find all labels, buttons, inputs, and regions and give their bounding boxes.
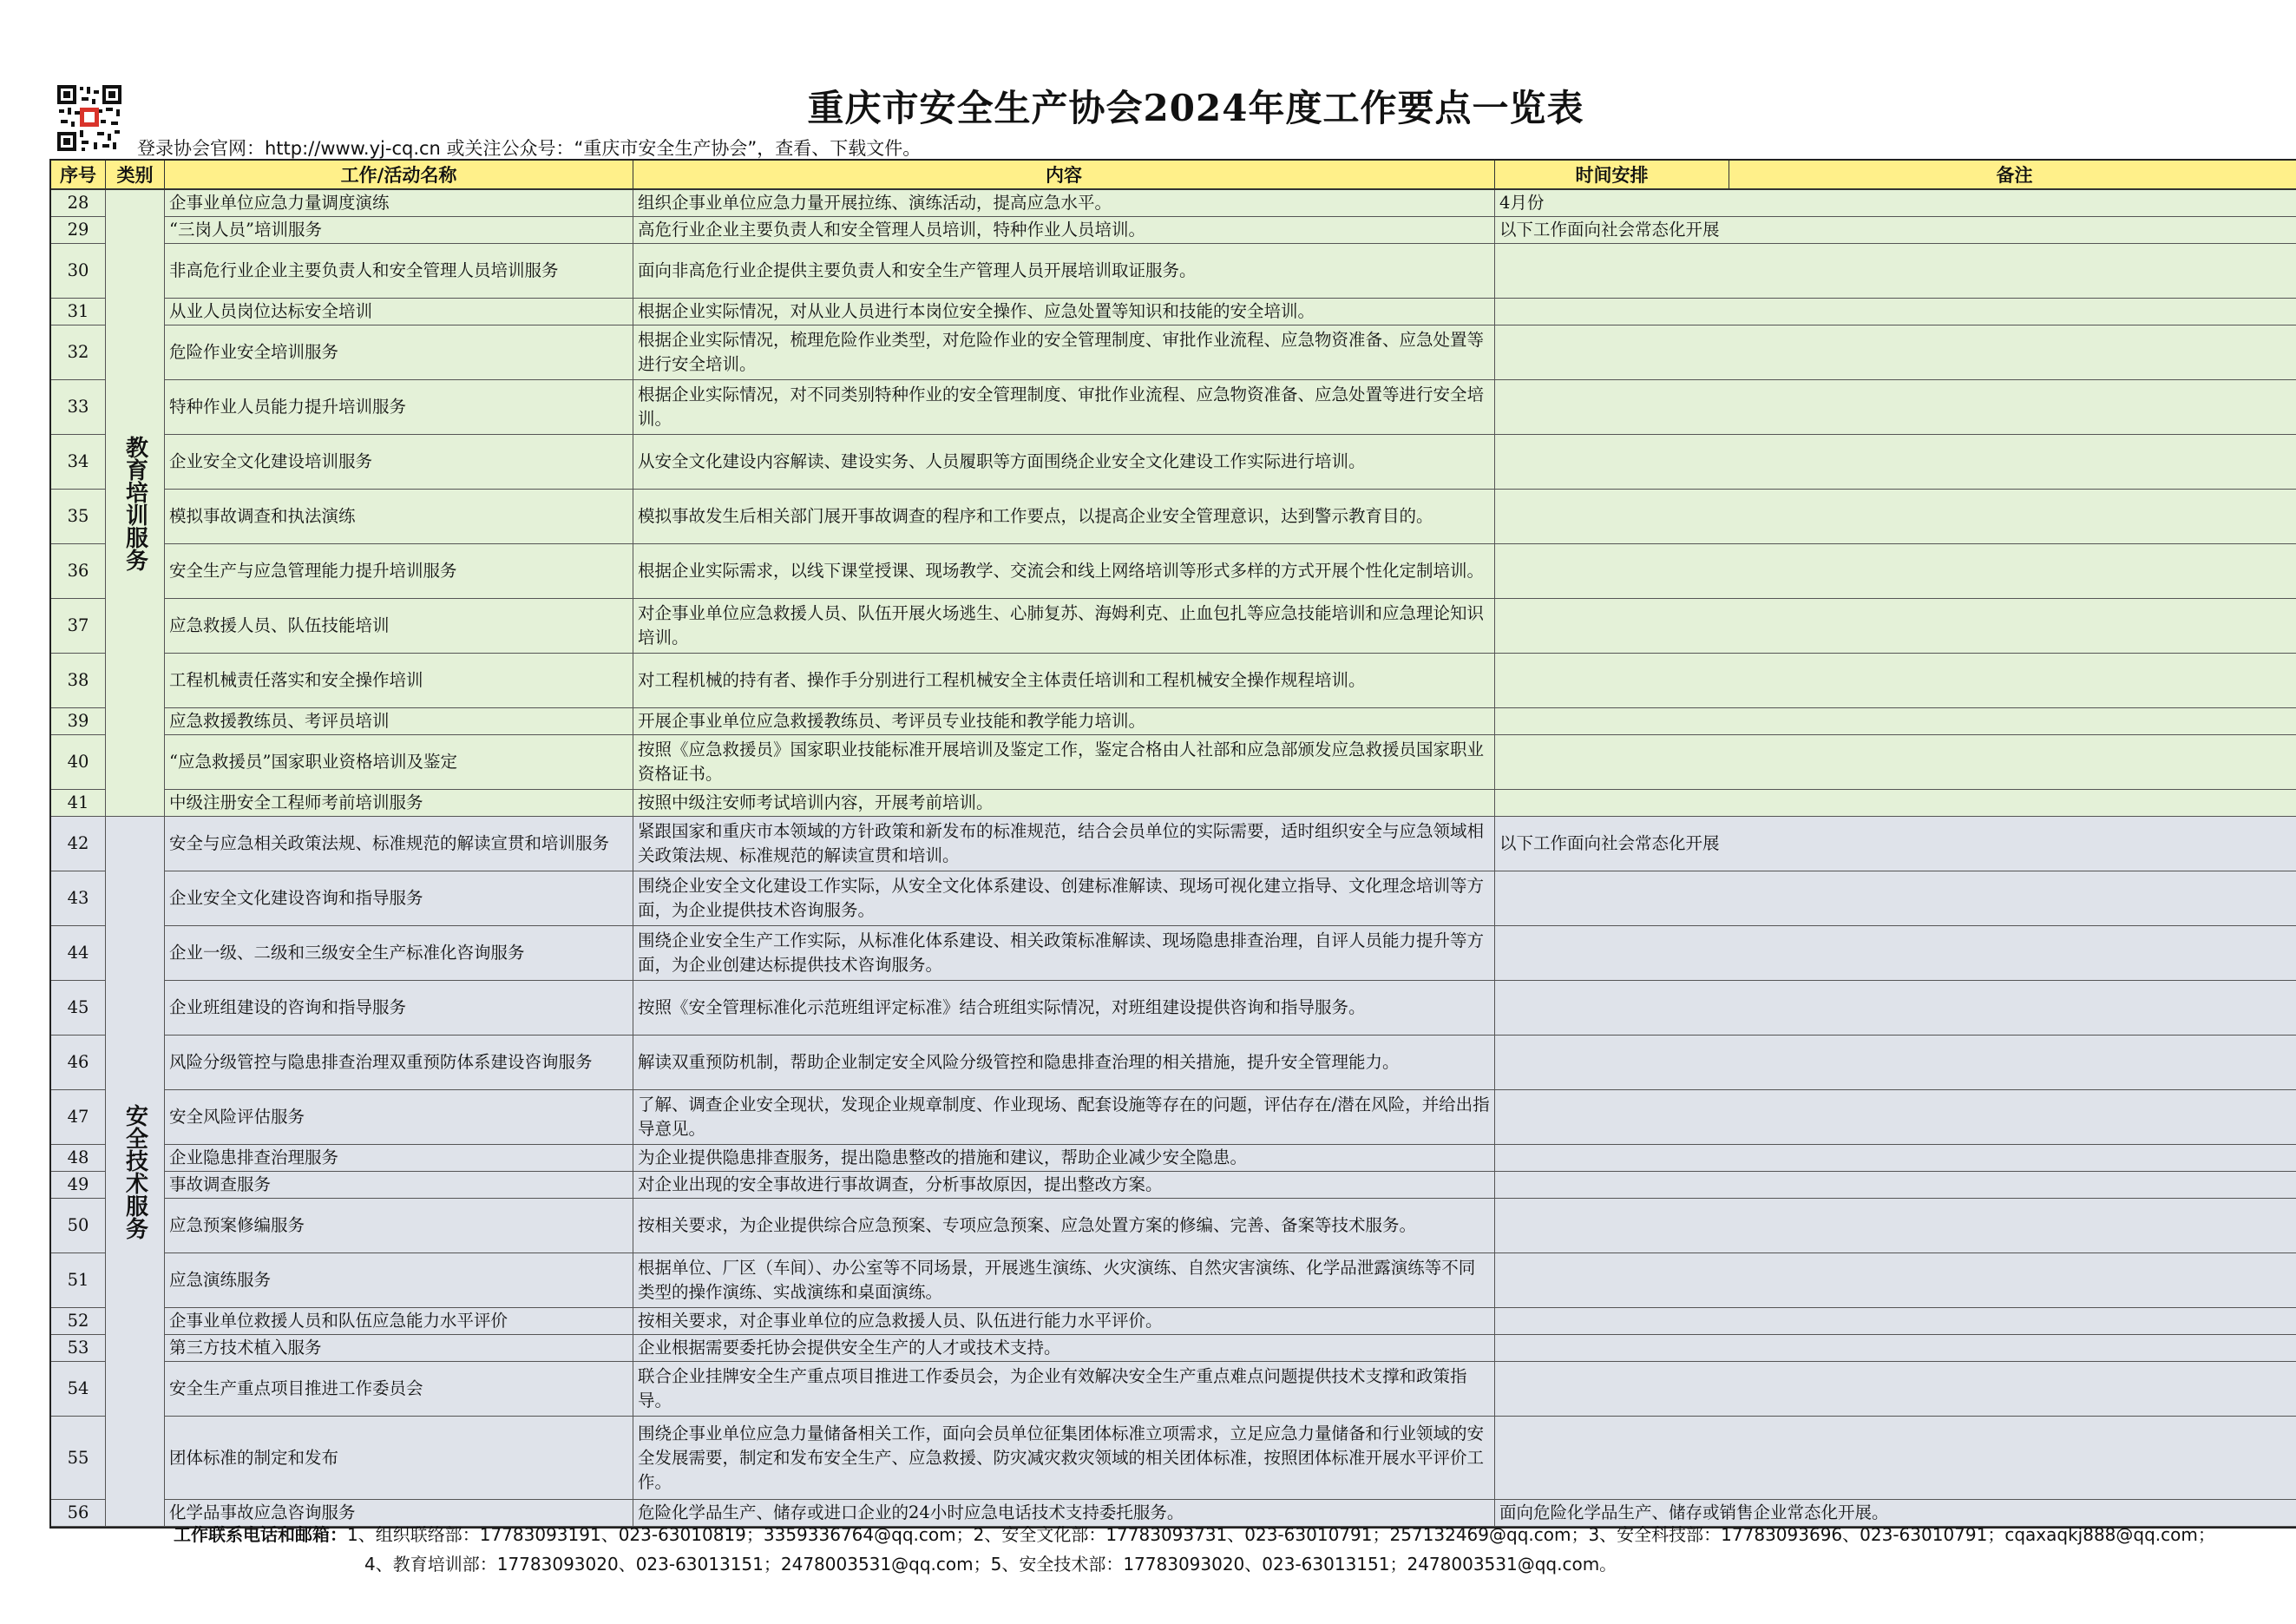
item-content: 对企业出现的安全事故进行事故调查，分析事故原因，提出整改方案。 — [633, 1172, 1495, 1199]
item-schedule — [1495, 871, 2296, 926]
contact-line-2: 4、教育培训部：17783093020、023-63013151；2478003531@qq.com；5、安全技术部：17783093020、023-63013151；2478003531@qq.com。 — [364, 1554, 1617, 1575]
item-content: 高危行业企业主要负责人和安全管理人员培训，特种作业人员培训。 — [633, 217, 1495, 244]
item-schedule — [1495, 1335, 2296, 1362]
item-schedule — [1495, 299, 2296, 325]
item-schedule — [1495, 599, 2296, 654]
row-number: 30 — [51, 244, 106, 299]
item-content: 联合企业挂牌安全生产重点项目推进工作委员会，为企业有效解决安全生产重点难点问题提供技术支撑和政策指导。 — [633, 1362, 1495, 1417]
item-name: 企业安全文化建设培训服务 — [165, 435, 633, 490]
header-name: 工作/活动名称 — [165, 161, 633, 190]
item-content: 从安全文化建设内容解读、建设实务、人员履职等方面围绕企业安全文化建设工作实际进行培训。 — [633, 435, 1495, 490]
item-schedule — [1495, 544, 2296, 599]
row-number: 56 — [51, 1500, 106, 1527]
item-name: 安全与应急相关政策法规、标准规范的解读宣贯和培训服务 — [165, 817, 633, 871]
item-content: 根据企业实际情况，对从业人员进行本岗位安全操作、应急处置等知识和技能的安全培训。 — [633, 299, 1495, 325]
item-schedule — [1495, 1145, 2296, 1172]
item-content: 按相关要求，为企业提供综合应急预案、专项应急预案、应急处置方案的修编、完善、备案等技术服务。 — [633, 1199, 1495, 1253]
row-number: 29 — [51, 217, 106, 244]
item-name: 事故调查服务 — [165, 1172, 633, 1199]
item-content: 解读双重预防机制，帮助企业制定安全风险分级管控和隐患排查治理的相关措施，提升安全管理能力。 — [633, 1036, 1495, 1090]
item-name: “应急救援员”国家职业资格培训及鉴定 — [165, 735, 633, 790]
item-name: 企业安全文化建设咨询和指导服务 — [165, 871, 633, 926]
contact-label: 工作联系电话和邮箱： — [174, 1524, 347, 1545]
item-schedule — [1495, 981, 2296, 1036]
row-number: 45 — [51, 981, 106, 1036]
row-number: 36 — [51, 544, 106, 599]
item-content: 围绕企业安全文化建设工作实际，从安全文化体系建设、创建标准解读、现场可视化建立指导、文化理念培训等方面，为企业提供技术咨询服务。 — [633, 871, 1495, 926]
item-schedule — [1495, 1253, 2296, 1308]
item-schedule — [1495, 325, 2296, 380]
item-schedule: 4月份 — [1495, 190, 2296, 217]
item-name: 企事业单位救援人员和队伍应急能力水平评价 — [165, 1308, 633, 1335]
row-number: 53 — [51, 1335, 106, 1362]
item-name: 工程机械责任落实和安全操作培训 — [165, 654, 633, 708]
item-schedule — [1495, 380, 2296, 435]
item-content: 危险化学品生产、储存或进口企业的24小时应急电话技术支持委托服务。 — [633, 1500, 1495, 1527]
item-name: 企业一级、二级和三级安全生产标准化咨询服务 — [165, 926, 633, 981]
item-content: 按相关要求，对企事业单位的应急救援人员、队伍进行能力水平评价。 — [633, 1308, 1495, 1335]
item-name: 模拟事故调查和执法演练 — [165, 490, 633, 544]
header-content: 内容 — [633, 161, 1495, 190]
item-name: 非高危行业企业主要负责人和安全管理人员培训服务 — [165, 244, 633, 299]
item-content: 根据企业实际情况，梳理危险作业类型，对危险作业的安全管理制度、审批作业流程、应急物资准备、应急处置等进行安全培训。 — [633, 325, 1495, 380]
item-content: 紧跟国家和重庆市本领域的方针政策和新发布的标准规范，结合会员单位的实际需要，适时组织安全与应急领域相关政策法规、标准规范的解读宣贯和培训。 — [633, 817, 1495, 871]
row-number: 34 — [51, 435, 106, 490]
item-name: 应急救援教练员、考评员培训 — [165, 708, 633, 735]
item-schedule — [1495, 1172, 2296, 1199]
item-schedule — [1495, 1362, 2296, 1417]
item-content: 按照《应急救援员》国家职业技能标准开展培训及鉴定工作，鉴定合格由人社部和应急部颁发应急救援员国家职业资格证书。 — [633, 735, 1495, 790]
item-schedule: 以下工作面向社会常态化开展 — [1495, 217, 2296, 244]
item-content: 模拟事故发生后相关部门展开事故调查的程序和工作要点，以提高企业安全管理意识，达到警示教育目的。 — [633, 490, 1495, 544]
item-schedule — [1495, 708, 2296, 735]
row-number: 42 — [51, 817, 106, 871]
row-number: 40 — [51, 735, 106, 790]
item-name: 企业隐患排查治理服务 — [165, 1145, 633, 1172]
row-number: 47 — [51, 1090, 106, 1145]
category-safety-technology: 安全技术服务 — [106, 817, 165, 1527]
item-name: 中级注册安全工程师考前培训服务 — [165, 790, 633, 817]
item-name: 安全生产重点项目推进工作委员会 — [165, 1362, 633, 1417]
item-name: 企业班组建设的咨询和指导服务 — [165, 981, 633, 1036]
row-number: 37 — [51, 599, 106, 654]
item-content: 按照《安全管理标准化示范班组评定标准》结合班组实际情况，对班组建设提供咨询和指导服务。 — [633, 981, 1495, 1036]
row-number: 54 — [51, 1362, 106, 1417]
row-number: 55 — [51, 1417, 106, 1500]
item-content: 了解、调查企业安全现状，发现企业规章制度、作业现场、配套设施等存在的问题，评估存在/潜在风险，并给出指导意见。 — [633, 1090, 1495, 1145]
item-schedule — [1495, 1090, 2296, 1145]
header-note: 备注 — [1729, 161, 2296, 190]
row-number: 31 — [51, 299, 106, 325]
item-name: 团体标准的制定和发布 — [165, 1417, 633, 1500]
item-name: 安全生产与应急管理能力提升培训服务 — [165, 544, 633, 599]
row-number: 35 — [51, 490, 106, 544]
item-content: 根据单位、厂区（车间）、办公室等不同场景，开展逃生演练、火灾演练、自然灾害演练、化学品泄露演练等不同类型的操作演练、实战演练和桌面演练。 — [633, 1253, 1495, 1308]
row-number: 48 — [51, 1145, 106, 1172]
row-number: 38 — [51, 654, 106, 708]
item-content: 根据企业实际需求，以线下课堂授课、现场教学、交流会和线上网络培训等形式多样的方式开展个性化定制培训。 — [633, 544, 1495, 599]
item-name: 危险作业安全培训服务 — [165, 325, 633, 380]
item-schedule — [1495, 790, 2296, 817]
item-name: 安全风险评估服务 — [165, 1090, 633, 1145]
item-content: 围绕企业安全生产工作实际，从标准化体系建设、相关政策标准解读、现场隐患排查治理，自评人员能力提升等方面，为企业创建达标提供技术咨询服务。 — [633, 926, 1495, 981]
category-education-training: 教育培训服务 — [106, 190, 165, 817]
item-schedule: 面向危险化学品生产、储存或销售企业常态化开展。 — [1495, 1500, 2296, 1527]
item-content: 为企业提供隐患排查服务，提出隐患整改的措施和建议，帮助企业减少安全隐患。 — [633, 1145, 1495, 1172]
row-number: 49 — [51, 1172, 106, 1199]
item-schedule — [1495, 654, 2296, 708]
item-content: 对工程机械的持有者、操作手分别进行工程机械安全主体责任培训和工程机械安全操作规程培训。 — [633, 654, 1495, 708]
item-name: 应急预案修编服务 — [165, 1199, 633, 1253]
item-name: 特种作业人员能力提升培训服务 — [165, 380, 633, 435]
row-number: 44 — [51, 926, 106, 981]
work-plan-table — [49, 159, 2296, 1529]
item-name: 应急救援人员、队伍技能培训 — [165, 599, 633, 654]
item-schedule — [1495, 435, 2296, 490]
header-time: 时间安排 — [1495, 161, 1729, 190]
contact-line-1 — [174, 1521, 2215, 1546]
item-schedule — [1495, 1199, 2296, 1253]
item-schedule: 以下工作面向社会常态化开展 — [1495, 817, 2296, 871]
header-category: 类别 — [106, 161, 165, 190]
login-instructions: 登录协会官网：http://www.yj-cq.cn 或关注公众号：“重庆市安全生产协会”，查看、下载文件。 — [137, 138, 922, 159]
row-number: 28 — [51, 190, 106, 217]
header-no: 序号 — [51, 161, 106, 190]
item-content: 对企事业单位应急救援人员、队伍开展火场逃生、心肺复苏、海姆利克、止血包扎等应急技能培训和应急理论知识培训。 — [633, 599, 1495, 654]
item-name: 从业人员岗位达标安全培训 — [165, 299, 633, 325]
item-name: 化学品事故应急咨询服务 — [165, 1500, 633, 1527]
item-name: 企事业单位应急力量调度演练 — [165, 190, 633, 217]
item-content: 开展企事业单位应急救援教练员、考评员专业技能和教学能力培训。 — [633, 708, 1495, 735]
item-name: 第三方技术植入服务 — [165, 1335, 633, 1362]
row-number: 33 — [51, 380, 106, 435]
item-schedule — [1495, 1036, 2296, 1090]
row-number: 39 — [51, 708, 106, 735]
row-number: 52 — [51, 1308, 106, 1335]
item-content: 围绕企事业单位应急力量储备相关工作，面向会员单位征集团体标准立项需求，立足应急力量储备和行业领域的安全发展需要，制定和发布安全生产、应急救援、防灾减灾救灾领域的相关团体标准，按照团体标准开展水平评价工作。 — [633, 1417, 1495, 1500]
row-number: 46 — [51, 1036, 106, 1090]
item-content: 根据企业实际情况，对不同类别特种作业的安全管理制度、审批作业流程、应急物资准备、应急处置等进行安全培训。 — [633, 380, 1495, 435]
page-title: 重庆市安全生产协会2024年度工作要点一览表 — [807, 87, 1584, 129]
row-number: 43 — [51, 871, 106, 926]
item-schedule — [1495, 490, 2296, 544]
item-schedule — [1495, 735, 2296, 790]
row-number: 32 — [51, 325, 106, 380]
item-schedule — [1495, 244, 2296, 299]
item-content: 面向非高危行业企提供主要负责人和安全生产管理人员开展培训取证服务。 — [633, 244, 1495, 299]
item-schedule — [1495, 1417, 2296, 1500]
item-schedule — [1495, 926, 2296, 981]
row-number: 51 — [51, 1253, 106, 1308]
contact-text-1: 1、组织联络部：17783093191、023-63010819；3359336764@qq.com；2、安全文化部：17783093731、023-63010791；257132469@qq.com；3、安全科技部：17783093696、023-63010791；cqaxaqkj888@qq.com； — [347, 1524, 2215, 1545]
row-number: 50 — [51, 1199, 106, 1253]
item-name: 风险分级管控与隐患排查治理双重预防体系建设咨询服务 — [165, 1036, 633, 1090]
item-content: 按照中级注安师考试培训内容，开展考前培训。 — [633, 790, 1495, 817]
item-content: 企业根据需要委托协会提供安全生产的人才或技术支持。 — [633, 1335, 1495, 1362]
item-name: “三岗人员”培训服务 — [165, 217, 633, 244]
item-content: 组织企事业单位应急力量开展拉练、演练活动，提高应急水平。 — [633, 190, 1495, 217]
item-name: 应急演练服务 — [165, 1253, 633, 1308]
row-number: 41 — [51, 790, 106, 817]
item-schedule — [1495, 1308, 2296, 1335]
